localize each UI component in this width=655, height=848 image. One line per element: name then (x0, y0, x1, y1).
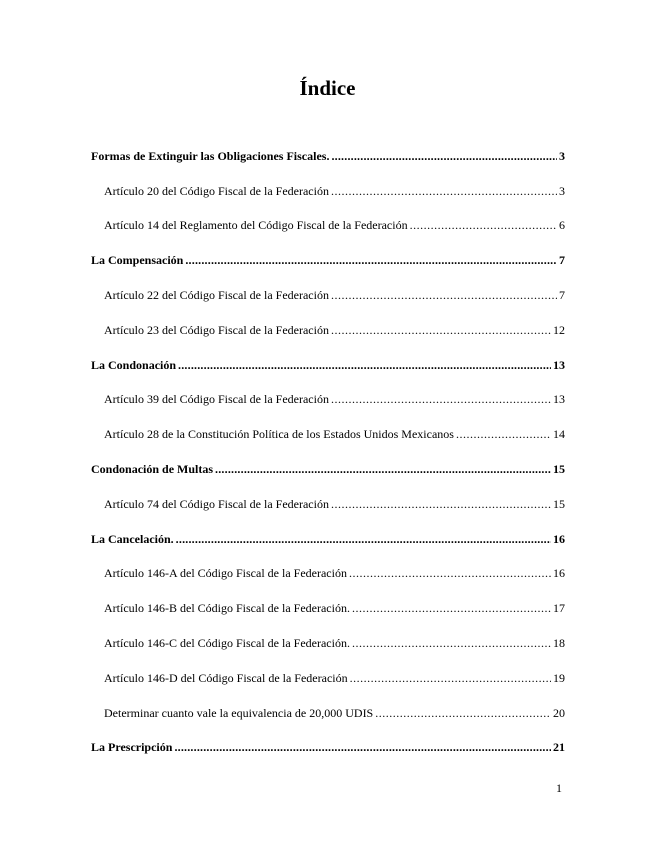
dot-leader (352, 636, 551, 650)
toc-entry-label: Artículo 74 del Código Fiscal de la Federación (104, 496, 329, 511)
dot-leader (331, 323, 551, 337)
toc-entry-label: Artículo 23 del Código Fiscal de la Federación (104, 322, 329, 337)
table-of-contents (91, 135, 565, 761)
toc-entry-page: 19 (553, 670, 565, 685)
toc-entry-label: Artículo 146-C del Código Fiscal de la Federación. (104, 635, 350, 650)
toc-entry-page: 16 (553, 531, 565, 546)
toc-entry-page: 21 (553, 740, 565, 755)
toc-subsection-entry[interactable] (91, 587, 565, 622)
toc-entry-label: Artículo 39 del Código Fiscal de la Federación (104, 392, 329, 407)
toc-subsection-entry[interactable] (91, 622, 565, 657)
page-title: Índice (299, 76, 356, 100)
toc-entry-page: 15 (553, 461, 565, 476)
toc-entry-page: 12 (553, 322, 565, 337)
toc-entry-page: 6 (559, 218, 565, 233)
toc-entry-page: 20 (553, 705, 565, 720)
toc-subsection-entry[interactable] (91, 553, 565, 588)
toc-entry-label: Artículo 22 del Código Fiscal de la Federación (104, 287, 329, 302)
toc-entry-label: Artículo 146-A del Código Fiscal de la Federación (104, 566, 347, 581)
dot-leader (350, 671, 551, 685)
toc-subsection-entry[interactable] (91, 309, 565, 344)
toc-section-entry[interactable] (91, 727, 565, 762)
toc-section-entry[interactable] (91, 448, 565, 483)
toc-entry-page: 3 (559, 183, 565, 198)
dot-leader (349, 566, 551, 580)
toc-entry-page: 15 (553, 496, 565, 511)
toc-subsection-entry[interactable] (91, 205, 565, 240)
toc-entry-page: 3 (559, 148, 565, 163)
toc-entry-label: Artículo 14 del Reglamento del Código Fiscal de la Federación (104, 218, 408, 233)
toc-section-entry[interactable] (91, 344, 565, 379)
toc-entry-page: 17 (553, 601, 565, 616)
toc-entry-page: 7 (559, 287, 565, 302)
toc-section-entry[interactable] (91, 135, 565, 170)
toc-subsection-entry[interactable] (91, 274, 565, 309)
dot-leader (331, 288, 557, 302)
toc-section-entry[interactable] (91, 518, 565, 553)
dot-leader (174, 740, 551, 754)
toc-subsection-entry[interactable] (91, 692, 565, 727)
toc-entry-page: 13 (553, 357, 565, 372)
dot-leader (331, 497, 551, 511)
dot-leader (331, 149, 557, 163)
dot-leader (176, 532, 551, 546)
toc-entry-label: La Prescripción (91, 740, 173, 755)
toc-entry-label: Artículo 146-D del Código Fiscal de la Federación (104, 670, 348, 685)
toc-entry-label: Determinar cuanto vale la equivalencia de 20,000 UDIS (104, 705, 374, 720)
dot-leader (375, 706, 551, 720)
toc-section-entry[interactable] (91, 239, 565, 274)
dot-leader (352, 601, 551, 615)
toc-subsection-entry[interactable] (91, 483, 565, 518)
toc-entry-label: Artículo 28 de la Constitución Política de los Estados Unidos Mexicanos (104, 427, 454, 442)
dot-leader (331, 184, 557, 198)
dot-leader (456, 427, 551, 441)
dot-leader (331, 392, 551, 406)
toc-entry-label: Formas de Extinguir las Obligaciones Fiscales. (91, 148, 330, 163)
toc-subsection-entry[interactable] (91, 379, 565, 414)
toc-subsection-entry[interactable] (91, 413, 565, 448)
toc-entry-page: 13 (553, 392, 565, 407)
toc-entry-label: La Condonación (91, 357, 177, 372)
toc-entry-label: Condonación de Multas (91, 461, 214, 476)
toc-entry-page: 7 (559, 253, 565, 268)
dot-leader (185, 253, 557, 267)
toc-entry-label: Artículo 146-B del Código Fiscal de la Federación. (104, 601, 350, 616)
toc-entry-page: 16 (553, 566, 565, 581)
toc-entry-label: La Compensación (91, 253, 184, 268)
toc-entry-label: La Cancelación. (91, 531, 174, 546)
dot-leader (178, 358, 551, 372)
dot-leader (215, 462, 551, 476)
toc-subsection-entry[interactable] (91, 657, 565, 692)
page-number: 1 (556, 781, 562, 795)
dot-leader (410, 218, 557, 232)
toc-entry-page: 18 (553, 635, 565, 650)
toc-entry-page: 14 (553, 427, 565, 442)
toc-subsection-entry[interactable] (91, 170, 565, 205)
toc-entry-label: Artículo 20 del Código Fiscal de la Federación (104, 183, 329, 198)
